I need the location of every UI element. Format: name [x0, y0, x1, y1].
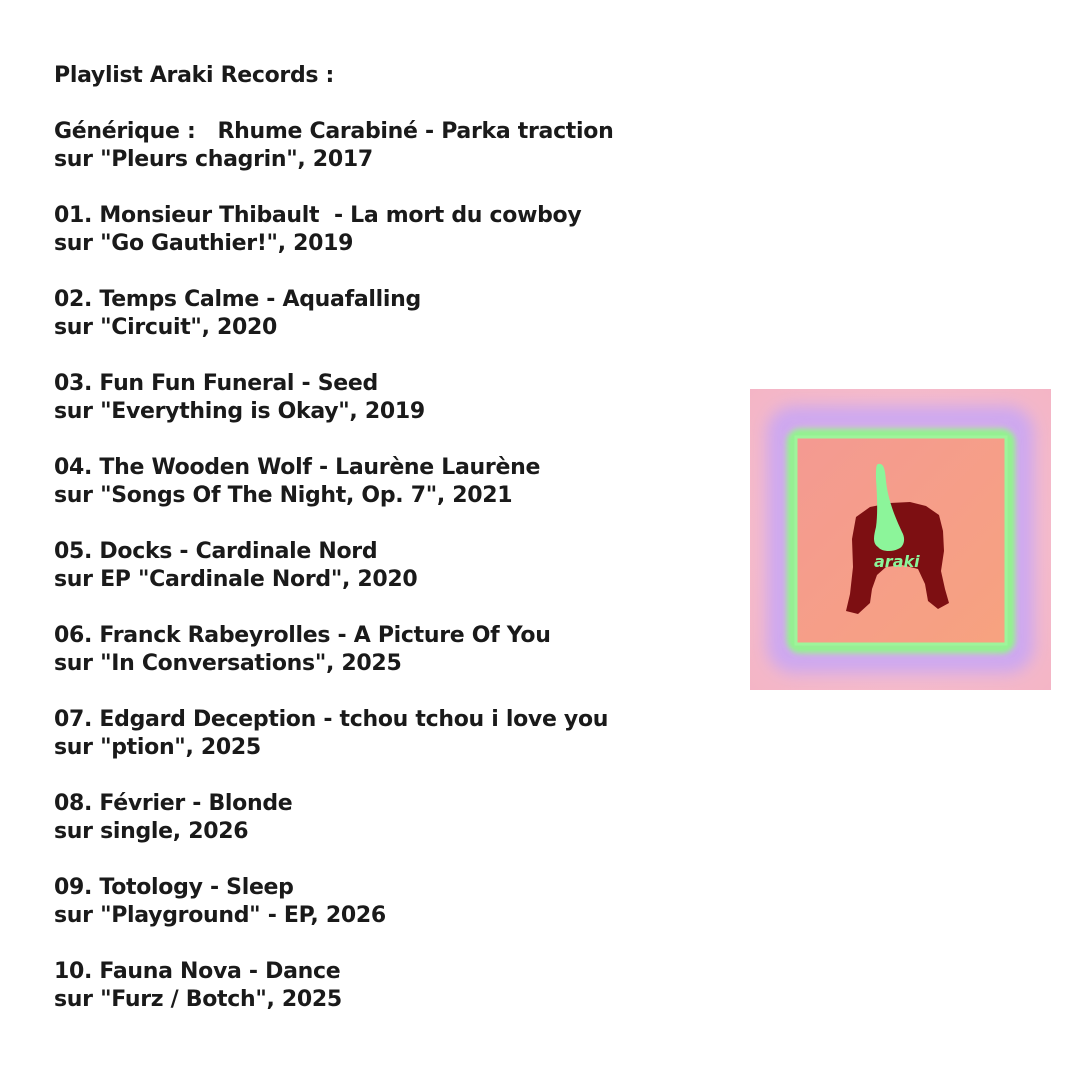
track-title: 01. Monsieur Thibault - La mort du cowboy — [54, 203, 582, 228]
track-item — [54, 874, 714, 930]
cover-logo-text: araki — [874, 552, 920, 571]
track-title: 07. Edgard Deception - tchou tchou i love you — [54, 707, 609, 732]
track-title: 04. The Wooden Wolf - Laurène Laurène — [54, 455, 541, 480]
track-title: 08. Février - Blonde — [54, 791, 293, 816]
araki-logo-artwork — [750, 389, 1051, 690]
track-title: 09. Totology - Sleep — [54, 875, 294, 900]
track-source: sur "Circuit", 2020 — [54, 315, 278, 340]
track-source: sur "Furz / Botch", 2025 — [54, 987, 342, 1012]
track-item — [54, 370, 714, 426]
track-title: 02. Temps Calme - Aquafalling — [54, 287, 421, 312]
playlist-title: Playlist Araki Records : — [54, 63, 335, 88]
track-source: sur single, 2026 — [54, 819, 249, 844]
track-title: Générique : Rhume Carabiné - Parka traction — [54, 119, 614, 144]
track-source: sur "Playground" - EP, 2026 — [54, 903, 386, 928]
track-source: sur "ption", 2025 — [54, 735, 261, 760]
track-source: sur "Everything is Okay", 2019 — [54, 399, 425, 424]
track-title: 03. Fun Fun Funeral - Seed — [54, 371, 378, 396]
track-title: 06. Franck Rabeyrolles - A Picture Of You — [54, 623, 551, 648]
album-cover — [750, 389, 1051, 690]
track-item — [54, 454, 714, 510]
track-source: sur "Songs Of The Night, Op. 7", 2021 — [54, 483, 513, 508]
track-source: sur "Pleurs chagrin", 2017 — [54, 147, 373, 172]
track-item — [54, 286, 714, 342]
playlist — [54, 62, 714, 1042]
track-source: sur EP "Cardinale Nord", 2020 — [54, 567, 418, 592]
track-item — [54, 958, 714, 1014]
track-source: sur "In Conversations", 2025 — [54, 651, 402, 676]
track-item — [54, 202, 714, 258]
track-item — [54, 538, 714, 594]
track-item — [54, 790, 714, 846]
track-title: 10. Fauna Nova - Dance — [54, 959, 341, 984]
track-source: sur "Go Gauthier!", 2019 — [54, 231, 354, 256]
track-item — [54, 706, 714, 762]
track-title: 05. Docks - Cardinale Nord — [54, 539, 378, 564]
track-item — [54, 118, 714, 174]
track-item — [54, 622, 714, 678]
